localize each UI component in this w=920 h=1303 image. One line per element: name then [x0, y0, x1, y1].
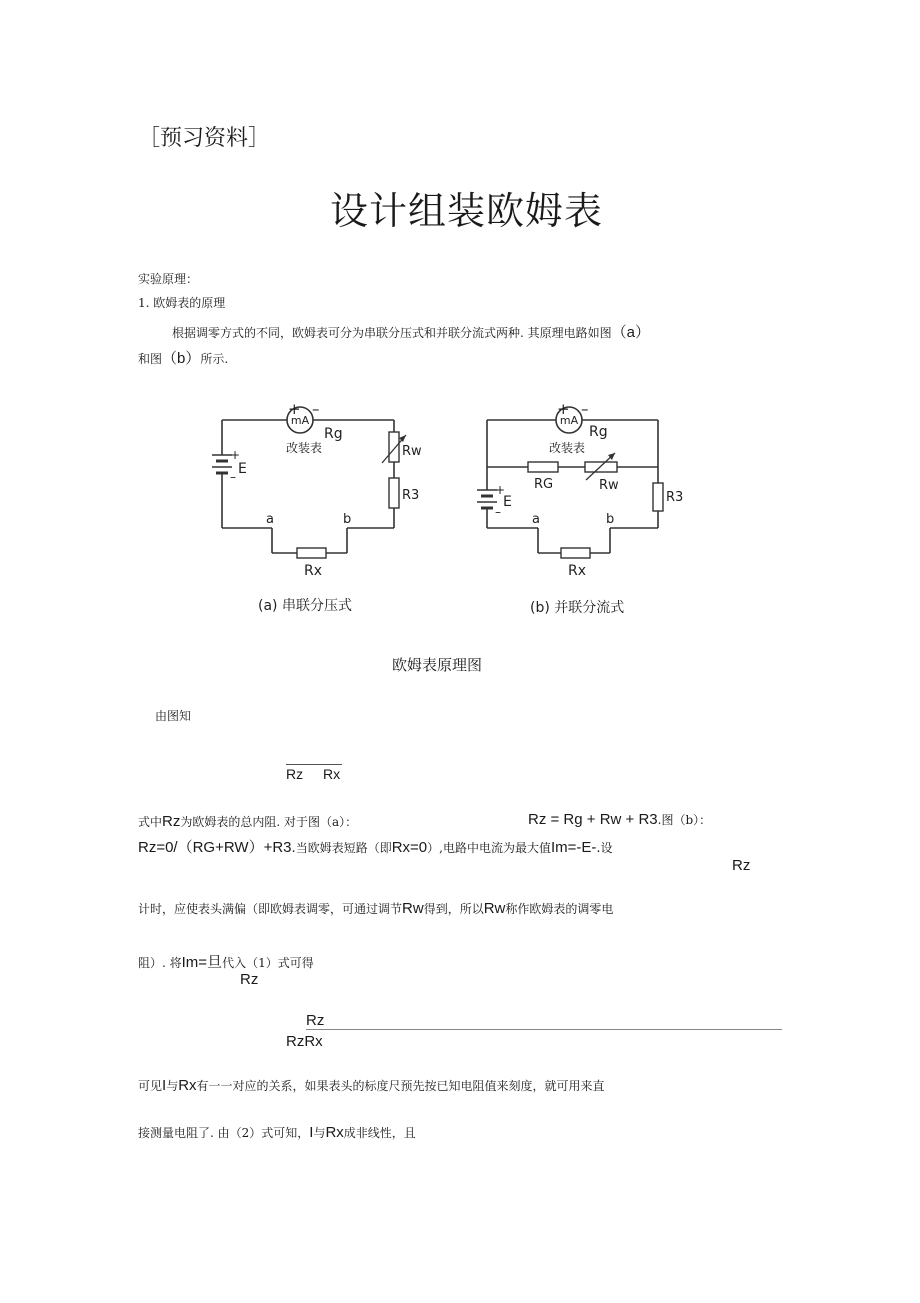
body-line-4	[138, 836, 613, 857]
l5-rw1: Rw	[402, 900, 424, 917]
eq1-fraction-line	[286, 764, 342, 765]
body-line-8	[138, 1124, 416, 1141]
l4-d: ）,电路中电流为最大值	[427, 841, 551, 855]
terminal-a-b: a	[532, 512, 540, 527]
caption-b: (b) 并联分流式	[530, 600, 625, 616]
l3-d: .图（b）：	[657, 813, 712, 827]
l4-b: 当欧姆表短路（即	[295, 841, 392, 855]
body-line-7	[138, 1077, 605, 1094]
fig-ref-b: （b）	[162, 350, 201, 367]
l3-a: 式中	[138, 815, 163, 829]
l8-e: 成非线性，且	[343, 1126, 416, 1140]
l6-c: 代入（1）式可得	[222, 956, 314, 970]
label-gaizhuang-b: 改装表	[549, 441, 586, 455]
rheostat-rw-a	[389, 432, 399, 462]
intro-line-2	[138, 347, 228, 368]
label-r3-b: R3	[666, 490, 684, 505]
minus-sign-b: –	[581, 400, 589, 418]
resistor-rx-a	[297, 548, 326, 558]
l8-a: 接测量电阻了. 由（2）式可知，	[138, 1126, 310, 1140]
battery-minus-b: –	[495, 505, 501, 519]
terminal-b-a: b	[343, 512, 352, 527]
l4-f: 设	[600, 841, 613, 855]
label-rg-b: Rg	[589, 424, 608, 440]
meter-label-b: mA	[559, 414, 579, 427]
body-line-5	[138, 900, 613, 917]
label-r3-a: R3	[402, 488, 420, 503]
resistor-r3-a	[389, 478, 399, 508]
l5-e: 称作欧姆表的调零电	[505, 902, 614, 916]
l4-im: Im=-E-.	[550, 839, 601, 856]
l5-rw2: Rw	[483, 900, 506, 917]
page-title: 设计组装欧姆表	[330, 189, 604, 233]
battery-plus-a: +	[230, 448, 241, 462]
l6-rz-denominator: Rz	[240, 971, 259, 988]
minus-sign-a: –	[312, 400, 320, 418]
plus-sign-a: +	[288, 400, 301, 418]
eq2-numerator: Rz	[306, 1012, 325, 1029]
label-rx-b: Rx	[568, 563, 587, 579]
l3-eq: Rz = Rg + Rw + R3	[528, 811, 658, 828]
l4-rx0: Rx=0	[391, 839, 428, 856]
label-rw-b: Rw	[599, 478, 619, 493]
plus-sign-b: +	[557, 400, 570, 418]
eq1-rx: Rx	[323, 766, 341, 782]
figure-title: 欧姆表原理图	[392, 657, 483, 674]
eq1-rz: Rz	[286, 766, 304, 782]
label-rx-a: Rx	[304, 563, 323, 579]
label-rg-a: Rg	[324, 426, 343, 442]
eq-rz-sum	[528, 811, 711, 828]
label-e-b: E	[503, 494, 512, 510]
battery-minus-a: –	[230, 470, 236, 484]
eq2-denominator: RzRx	[286, 1033, 323, 1050]
l4-formula: Rz=0/（RG+RW）+R3.	[138, 839, 296, 856]
label-e-a: E	[238, 461, 247, 477]
section-heading: 实验原理：	[138, 272, 199, 286]
label-gaizhuang-a: 改装表	[286, 441, 323, 455]
intro-text-2c: 所示.	[200, 352, 229, 366]
intro-text-1: 根据调零方式的不同，欧姆表可分为串联分压式和并联分流式两种. 其原理电路如图	[172, 326, 612, 340]
circuit-figure	[200, 395, 684, 630]
body-line-3	[138, 813, 357, 830]
fig-ref-a: （a）	[611, 324, 650, 341]
intro-line-1	[172, 321, 650, 342]
resistor-r3-b	[653, 483, 663, 511]
l7-i: I	[162, 1077, 167, 1094]
terminal-a-a: a	[266, 512, 274, 527]
l8-rx: Rx	[325, 1124, 344, 1141]
caption-a: (a) 串联分压式	[258, 598, 352, 614]
eq2-fraction-line	[306, 1029, 782, 1030]
body-line-6	[138, 951, 314, 972]
l7-c: 与	[166, 1079, 179, 1093]
l5-a: 计时，应使表头满偏（即欧姆表调零，可通过调节	[138, 902, 403, 916]
battery-plus-b: +	[495, 483, 506, 497]
label-rw-a: Rw	[402, 444, 422, 459]
l8-i: I	[309, 1124, 314, 1141]
l6-a: 阻）. 将	[138, 956, 182, 970]
l6-im: Im=旦	[181, 954, 223, 971]
meter-label-a: mA	[290, 414, 310, 427]
l5-c: 得到，所以	[423, 902, 484, 916]
from-figure-text: 由图知	[155, 709, 192, 723]
resistor-rx-b	[561, 548, 590, 558]
section-tag: ［预习资料］	[138, 126, 271, 151]
l7-e: 有一一对应的关系，如果表头的标度尺预先按已知电阻值来刻度，就可用来直	[196, 1079, 605, 1093]
l3-c: 为欧姆表的总内阻. 对于图（a）：	[180, 815, 358, 829]
label-rg2-b: RG	[534, 477, 554, 492]
l3-rz: Rz	[162, 813, 181, 830]
l7-rx: Rx	[178, 1077, 197, 1094]
l8-c: 与	[313, 1126, 326, 1140]
intro-text-2a: 和图	[138, 352, 163, 366]
rheostat-rw-b	[585, 462, 617, 472]
l4-rz-denominator: Rz	[732, 857, 751, 874]
terminal-b-b: b	[606, 512, 615, 527]
resistor-rg-b	[528, 462, 558, 472]
l7-a: 可见	[138, 1079, 163, 1093]
sub-heading: 1. 欧姆表的原理	[138, 296, 226, 310]
